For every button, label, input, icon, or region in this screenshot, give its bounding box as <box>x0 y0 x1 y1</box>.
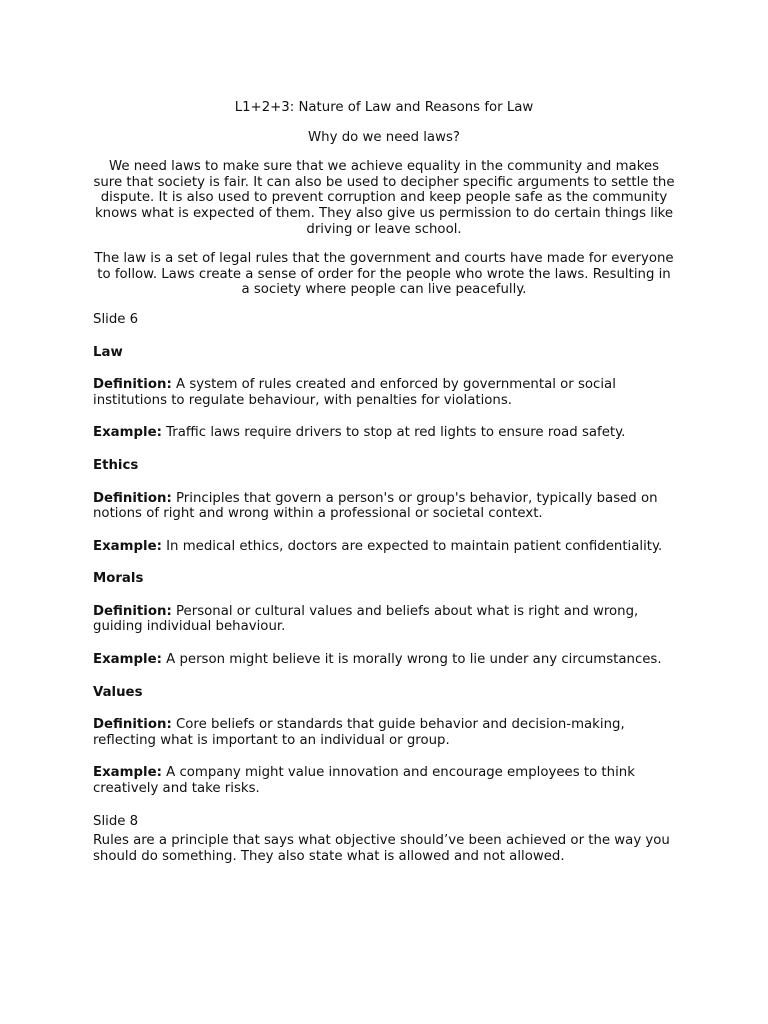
definition-label: Definition: <box>93 603 172 619</box>
intro-paragraph: We need laws to make sure that we achieve equality in the community and makes sure that society is fair. It can also be used to decipher specific arguments to settle the dispute. It is also used to prevent corruption and keep people safe as the community knows what is expected of them. They also give us permission to do certain things like driving or leave school. <box>93 159 675 237</box>
definition-label: Definition: <box>93 377 172 393</box>
intro-paragraph: The law is a set of legal rules that the government and courts have made for everyone to follow. Laws create a sense of order for the people who wrote the laws. Resulting in a society where people can live peacefully. <box>94 251 674 298</box>
example-morals <box>93 652 675 668</box>
example-text: A person might believe it is morally wrong to lie under any circumstances. <box>166 652 662 668</box>
term-heading-law: Law <box>93 344 123 360</box>
definition-ethics <box>93 491 675 522</box>
definition-text: Personal or cultural values and beliefs about what is right and wrong, guiding individual behaviour. <box>93 603 639 635</box>
definition-morals <box>93 604 675 635</box>
term-heading-values: Values <box>93 684 143 700</box>
definition-law <box>93 377 675 408</box>
definition-text: A system of rules created and enforced by governmental or social institutions to regulate behaviour, with penalties for violations. <box>93 377 616 408</box>
slide-6-label: Slide 6 <box>93 311 139 327</box>
term-heading-ethics: Ethics <box>93 457 139 473</box>
question-heading: Why do we need laws? <box>308 129 460 145</box>
definition-text: Core beliefs or standards that guide behavior and decision-making, reflecting what is important to an individual or group. <box>93 717 625 748</box>
example-label: Example: <box>93 538 162 554</box>
example-ethics <box>93 539 675 555</box>
example-text: In medical ethics, doctors are expected to maintain patient confidentiality. <box>166 538 663 554</box>
slide-8-paragraph: Rules are a principle that says what objective should’ve been achieved or the way you should do something. They also state what is allowed and not allowed. <box>93 833 670 864</box>
definition-label: Definition: <box>93 717 172 733</box>
example-label: Example: <box>93 652 162 668</box>
example-text: A company might value innovation and encourage employees to think creatively and take risks. <box>93 765 635 797</box>
definition-label: Definition: <box>93 490 172 506</box>
example-law <box>93 425 675 441</box>
document-body <box>93 100 675 864</box>
example-label: Example: <box>93 425 162 441</box>
slide-8-label: Slide 8 <box>93 813 139 829</box>
term-heading-morals: Morals <box>93 571 144 587</box>
example-label: Example: <box>93 765 162 781</box>
definition-text: Principles that govern a person's or group's behavior, typically based on notions of right and wrong within a professional or societal context. <box>93 490 658 522</box>
example-text: Traffic laws require drivers to stop at red lights to ensure road safety. <box>166 425 626 441</box>
definition-values <box>93 717 675 748</box>
example-values <box>93 765 675 796</box>
document-title: L1+2+3: Nature of Law and Reasons for Law <box>234 100 534 115</box>
